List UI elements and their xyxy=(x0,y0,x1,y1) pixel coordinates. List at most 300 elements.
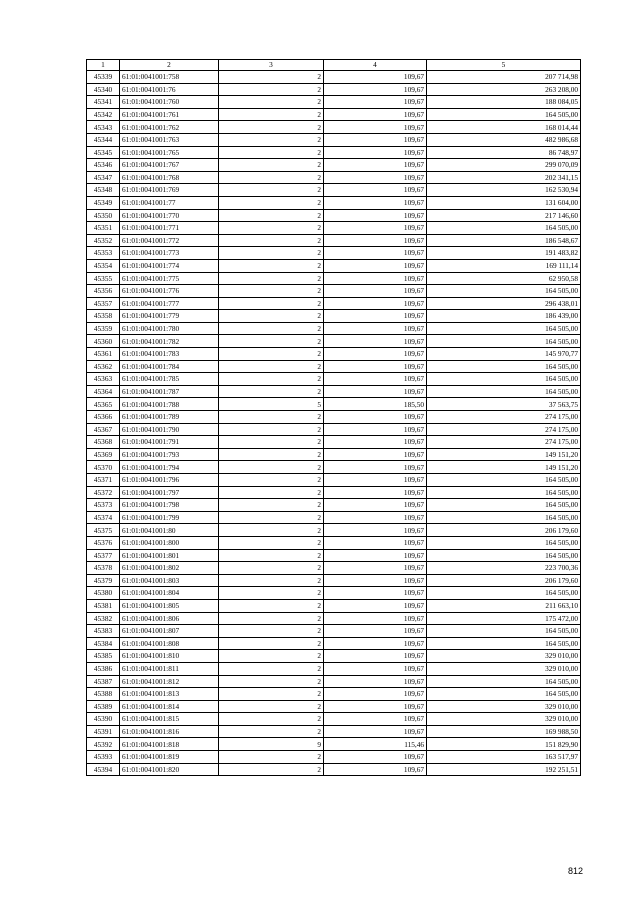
area-cell: 109,67 xyxy=(324,184,427,197)
area-cell: 109,67 xyxy=(324,234,427,247)
area-cell: 109,67 xyxy=(324,562,427,575)
area-cell: 185,50 xyxy=(324,398,427,411)
cadastral-number-cell: 61:01:0041001:758 xyxy=(120,71,219,84)
row-number-cell: 45352 xyxy=(87,234,120,247)
cadastral-number-cell: 61:01:0041001:808 xyxy=(120,637,219,650)
table-row xyxy=(87,209,581,222)
value-cell: 131 604,00 xyxy=(427,196,581,209)
area-cell: 109,67 xyxy=(324,222,427,235)
row-number-cell: 45347 xyxy=(87,171,120,184)
count-cell: 2 xyxy=(219,335,324,348)
count-cell: 2 xyxy=(219,184,324,197)
table-row xyxy=(87,411,581,424)
area-cell: 109,67 xyxy=(324,322,427,335)
area-cell: 109,67 xyxy=(324,486,427,499)
cadastral-number-cell: 61:01:0041001:775 xyxy=(120,272,219,285)
count-cell: 2 xyxy=(219,272,324,285)
table-row xyxy=(87,133,581,146)
value-cell: 164 505,00 xyxy=(427,108,581,121)
value-cell: 86 748,97 xyxy=(427,146,581,159)
row-number-cell: 45357 xyxy=(87,297,120,310)
area-cell: 109,67 xyxy=(324,700,427,713)
table-row xyxy=(87,285,581,298)
table-row xyxy=(87,159,581,172)
count-cell: 2 xyxy=(219,322,324,335)
page-number: 812 xyxy=(567,866,583,876)
count-cell: 2 xyxy=(219,247,324,260)
table-row xyxy=(87,725,581,738)
area-cell: 109,67 xyxy=(324,599,427,612)
count-cell: 2 xyxy=(219,499,324,512)
row-number-cell: 45385 xyxy=(87,650,120,663)
count-cell: 2 xyxy=(219,725,324,738)
area-cell: 115,46 xyxy=(324,738,427,751)
cadastral-number-cell: 61:01:0041001:807 xyxy=(120,625,219,638)
row-number-cell: 45375 xyxy=(87,524,120,537)
cadastral-number-cell: 61:01:0041001:773 xyxy=(120,247,219,260)
count-cell: 2 xyxy=(219,285,324,298)
count-cell: 2 xyxy=(219,763,324,776)
row-number-cell: 45379 xyxy=(87,574,120,587)
cadastral-number-cell: 61:01:0041001:80 xyxy=(120,524,219,537)
area-cell: 109,67 xyxy=(324,335,427,348)
table-row xyxy=(87,272,581,285)
count-cell: 2 xyxy=(219,373,324,386)
cadastral-number-cell: 61:01:0041001:801 xyxy=(120,549,219,562)
column-header-4: 4 xyxy=(324,60,427,71)
count-cell: 2 xyxy=(219,448,324,461)
cadastral-number-cell: 61:01:0041001:814 xyxy=(120,700,219,713)
row-number-cell: 45371 xyxy=(87,474,120,487)
table-body xyxy=(87,71,581,776)
area-cell: 109,67 xyxy=(324,751,427,764)
table-row xyxy=(87,751,581,764)
value-cell: 62 950,58 xyxy=(427,272,581,285)
row-number-cell: 45381 xyxy=(87,599,120,612)
count-cell: 2 xyxy=(219,108,324,121)
area-cell: 109,67 xyxy=(324,121,427,134)
cadastral-number-cell: 61:01:0041001:804 xyxy=(120,587,219,600)
value-cell: 164 505,00 xyxy=(427,499,581,512)
count-cell: 2 xyxy=(219,171,324,184)
value-cell: 223 700,36 xyxy=(427,562,581,575)
row-number-cell: 45344 xyxy=(87,133,120,146)
cadastral-number-cell: 61:01:0041001:760 xyxy=(120,96,219,109)
table-row xyxy=(87,474,581,487)
table-row xyxy=(87,511,581,524)
value-cell: 217 146,60 xyxy=(427,209,581,222)
table-row xyxy=(87,360,581,373)
cadastral-number-cell: 61:01:0041001:772 xyxy=(120,234,219,247)
area-cell: 109,67 xyxy=(324,574,427,587)
count-cell: 2 xyxy=(219,348,324,361)
area-cell: 109,67 xyxy=(324,108,427,121)
count-cell: 2 xyxy=(219,486,324,499)
cadastral-number-cell: 61:01:0041001:810 xyxy=(120,650,219,663)
count-cell: 2 xyxy=(219,209,324,222)
value-cell: 164 505,00 xyxy=(427,688,581,701)
row-number-cell: 45386 xyxy=(87,662,120,675)
area-cell: 109,67 xyxy=(324,675,427,688)
count-cell: 2 xyxy=(219,385,324,398)
value-cell: 299 070,09 xyxy=(427,159,581,172)
value-cell: 164 505,00 xyxy=(427,285,581,298)
table-row xyxy=(87,524,581,537)
count-cell: 2 xyxy=(219,360,324,373)
row-number-cell: 45387 xyxy=(87,675,120,688)
value-cell: 329 010,00 xyxy=(427,650,581,663)
table-row xyxy=(87,385,581,398)
table-row xyxy=(87,247,581,260)
row-number-cell: 45346 xyxy=(87,159,120,172)
count-cell: 2 xyxy=(219,612,324,625)
value-cell: 274 175,00 xyxy=(427,436,581,449)
column-header-2: 2 xyxy=(120,60,219,71)
value-cell: 164 505,00 xyxy=(427,549,581,562)
row-number-cell: 45342 xyxy=(87,108,120,121)
table-row xyxy=(87,599,581,612)
table-row xyxy=(87,650,581,663)
value-cell: 164 505,00 xyxy=(427,360,581,373)
area-cell: 109,67 xyxy=(324,297,427,310)
value-cell: 169 988,50 xyxy=(427,725,581,738)
value-cell: 263 208,00 xyxy=(427,83,581,96)
count-cell: 2 xyxy=(219,675,324,688)
cadastral-number-cell: 61:01:0041001:77 xyxy=(120,196,219,209)
cadastral-number-cell: 61:01:0041001:774 xyxy=(120,259,219,272)
area-cell: 109,67 xyxy=(324,650,427,663)
area-cell: 109,67 xyxy=(324,272,427,285)
row-number-cell: 45391 xyxy=(87,725,120,738)
value-cell: 168 014,44 xyxy=(427,121,581,134)
value-cell: 149 151,20 xyxy=(427,461,581,474)
area-cell: 109,67 xyxy=(324,133,427,146)
area-cell: 109,67 xyxy=(324,411,427,424)
cadastral-number-cell: 61:01:0041001:76 xyxy=(120,83,219,96)
row-number-cell: 45356 xyxy=(87,285,120,298)
cadastral-number-cell: 61:01:0041001:806 xyxy=(120,612,219,625)
value-cell: 274 175,00 xyxy=(427,423,581,436)
table-row xyxy=(87,499,581,512)
table-row xyxy=(87,637,581,650)
count-cell: 2 xyxy=(219,310,324,323)
cadastral-number-cell: 61:01:0041001:815 xyxy=(120,713,219,726)
count-cell: 2 xyxy=(219,234,324,247)
area-cell: 109,67 xyxy=(324,247,427,260)
cadastral-number-cell: 61:01:0041001:803 xyxy=(120,574,219,587)
row-number-cell: 45388 xyxy=(87,688,120,701)
value-cell: 191 483,82 xyxy=(427,247,581,260)
count-cell: 2 xyxy=(219,599,324,612)
area-cell: 109,67 xyxy=(324,285,427,298)
value-cell: 164 505,00 xyxy=(427,511,581,524)
count-cell: 2 xyxy=(219,222,324,235)
cadastral-number-cell: 61:01:0041001:785 xyxy=(120,373,219,386)
cadastral-number-cell: 61:01:0041001:791 xyxy=(120,436,219,449)
value-cell: 206 179,60 xyxy=(427,524,581,537)
area-cell: 109,67 xyxy=(324,499,427,512)
area-cell: 109,67 xyxy=(324,96,427,109)
cadastral-number-cell: 61:01:0041001:767 xyxy=(120,159,219,172)
value-cell: 207 714,98 xyxy=(427,71,581,84)
table-header xyxy=(87,60,581,71)
area-cell: 109,67 xyxy=(324,587,427,600)
table-row xyxy=(87,662,581,675)
cadastral-number-cell: 61:01:0041001:789 xyxy=(120,411,219,424)
cadastral-number-cell: 61:01:0041001:802 xyxy=(120,562,219,575)
row-number-cell: 45353 xyxy=(87,247,120,260)
cadastral-number-cell: 61:01:0041001:783 xyxy=(120,348,219,361)
row-number-cell: 45367 xyxy=(87,423,120,436)
cadastral-number-cell: 61:01:0041001:777 xyxy=(120,297,219,310)
table-row xyxy=(87,373,581,386)
cadastral-number-cell: 61:01:0041001:762 xyxy=(120,121,219,134)
count-cell: 2 xyxy=(219,637,324,650)
cadastral-number-cell: 61:01:0041001:797 xyxy=(120,486,219,499)
cadastral-number-cell: 61:01:0041001:816 xyxy=(120,725,219,738)
count-cell: 2 xyxy=(219,297,324,310)
cadastral-number-cell: 61:01:0041001:761 xyxy=(120,108,219,121)
value-cell: 164 505,00 xyxy=(427,625,581,638)
value-cell: 192 251,51 xyxy=(427,763,581,776)
cadastral-number-cell: 61:01:0041001:787 xyxy=(120,385,219,398)
count-cell: 2 xyxy=(219,121,324,134)
row-number-cell: 45354 xyxy=(87,259,120,272)
value-cell: 175 472,00 xyxy=(427,612,581,625)
row-number-cell: 45372 xyxy=(87,486,120,499)
area-cell: 109,67 xyxy=(324,423,427,436)
table-row xyxy=(87,461,581,474)
row-number-cell: 45383 xyxy=(87,625,120,638)
cadastral-number-cell: 61:01:0041001:768 xyxy=(120,171,219,184)
area-cell: 109,67 xyxy=(324,360,427,373)
table-row xyxy=(87,486,581,499)
cadastral-number-cell: 61:01:0041001:780 xyxy=(120,322,219,335)
area-cell: 109,67 xyxy=(324,209,427,222)
area-cell: 109,67 xyxy=(324,310,427,323)
registry-table xyxy=(86,59,581,776)
table-row xyxy=(87,536,581,549)
table-row xyxy=(87,184,581,197)
cadastral-number-cell: 61:01:0041001:818 xyxy=(120,738,219,751)
row-number-cell: 45341 xyxy=(87,96,120,109)
table-row xyxy=(87,688,581,701)
row-number-cell: 45384 xyxy=(87,637,120,650)
count-cell: 2 xyxy=(219,461,324,474)
table-row xyxy=(87,625,581,638)
count-cell: 2 xyxy=(219,436,324,449)
cadastral-number-cell: 61:01:0041001:811 xyxy=(120,662,219,675)
row-number-cell: 45360 xyxy=(87,335,120,348)
cadastral-number-cell: 61:01:0041001:800 xyxy=(120,536,219,549)
value-cell: 211 663,10 xyxy=(427,599,581,612)
table-row xyxy=(87,574,581,587)
count-cell: 2 xyxy=(219,688,324,701)
table-row xyxy=(87,587,581,600)
table-row xyxy=(87,713,581,726)
table-row xyxy=(87,146,581,159)
cadastral-number-cell: 61:01:0041001:798 xyxy=(120,499,219,512)
cadastral-number-cell: 61:01:0041001:812 xyxy=(120,675,219,688)
count-cell: 2 xyxy=(219,83,324,96)
value-cell: 296 438,01 xyxy=(427,297,581,310)
row-number-cell: 45343 xyxy=(87,121,120,134)
area-cell: 109,67 xyxy=(324,725,427,738)
count-cell: 2 xyxy=(219,549,324,562)
count-cell: 2 xyxy=(219,511,324,524)
row-number-cell: 45392 xyxy=(87,738,120,751)
row-number-cell: 45390 xyxy=(87,713,120,726)
table-row xyxy=(87,448,581,461)
table-row xyxy=(87,96,581,109)
value-cell: 151 829,90 xyxy=(427,738,581,751)
value-cell: 164 505,00 xyxy=(427,335,581,348)
cadastral-number-cell: 61:01:0041001:769 xyxy=(120,184,219,197)
row-number-cell: 45364 xyxy=(87,385,120,398)
cadastral-number-cell: 61:01:0041001:763 xyxy=(120,133,219,146)
row-number-cell: 45394 xyxy=(87,763,120,776)
row-number-cell: 45380 xyxy=(87,587,120,600)
table-row xyxy=(87,549,581,562)
cadastral-number-cell: 61:01:0041001:770 xyxy=(120,209,219,222)
table-row xyxy=(87,83,581,96)
row-number-cell: 45377 xyxy=(87,549,120,562)
area-cell: 109,67 xyxy=(324,159,427,172)
area-cell: 109,67 xyxy=(324,448,427,461)
area-cell: 109,67 xyxy=(324,625,427,638)
cadastral-number-cell: 61:01:0041001:820 xyxy=(120,763,219,776)
row-number-cell: 45361 xyxy=(87,348,120,361)
cadastral-number-cell: 61:01:0041001:788 xyxy=(120,398,219,411)
count-cell: 2 xyxy=(219,587,324,600)
area-cell: 109,67 xyxy=(324,146,427,159)
value-cell: 329 010,00 xyxy=(427,662,581,675)
value-cell: 164 505,00 xyxy=(427,486,581,499)
area-cell: 109,67 xyxy=(324,71,427,84)
cadastral-number-cell: 61:01:0041001:790 xyxy=(120,423,219,436)
row-number-cell: 45345 xyxy=(87,146,120,159)
row-number-cell: 45369 xyxy=(87,448,120,461)
value-cell: 149 151,20 xyxy=(427,448,581,461)
table-row xyxy=(87,121,581,134)
row-number-cell: 45365 xyxy=(87,398,120,411)
row-number-cell: 45373 xyxy=(87,499,120,512)
area-cell: 109,67 xyxy=(324,171,427,184)
area-cell: 109,67 xyxy=(324,713,427,726)
value-cell: 329 010,00 xyxy=(427,713,581,726)
row-number-cell: 45358 xyxy=(87,310,120,323)
row-number-cell: 45339 xyxy=(87,71,120,84)
area-cell: 109,67 xyxy=(324,373,427,386)
cadastral-number-cell: 61:01:0041001:779 xyxy=(120,310,219,323)
cadastral-number-cell: 61:01:0041001:776 xyxy=(120,285,219,298)
value-cell: 482 986,68 xyxy=(427,133,581,146)
cadastral-number-cell: 61:01:0041001:805 xyxy=(120,599,219,612)
table-row xyxy=(87,436,581,449)
row-number-cell: 45378 xyxy=(87,562,120,575)
value-cell: 274 175,00 xyxy=(427,411,581,424)
area-cell: 109,67 xyxy=(324,348,427,361)
table-row xyxy=(87,700,581,713)
count-cell: 2 xyxy=(219,411,324,424)
table-row xyxy=(87,196,581,209)
value-cell: 164 505,00 xyxy=(427,675,581,688)
area-cell: 109,67 xyxy=(324,511,427,524)
value-cell: 164 505,00 xyxy=(427,385,581,398)
row-number-cell: 45348 xyxy=(87,184,120,197)
value-cell: 206 179,60 xyxy=(427,574,581,587)
row-number-cell: 45389 xyxy=(87,700,120,713)
table-row xyxy=(87,108,581,121)
table-row xyxy=(87,738,581,751)
row-number-cell: 45370 xyxy=(87,461,120,474)
count-cell: 2 xyxy=(219,259,324,272)
table-row xyxy=(87,71,581,84)
cadastral-number-cell: 61:01:0041001:782 xyxy=(120,335,219,348)
count-cell: 2 xyxy=(219,536,324,549)
value-cell: 37 563,75 xyxy=(427,398,581,411)
cadastral-number-cell: 61:01:0041001:819 xyxy=(120,751,219,764)
area-cell: 109,67 xyxy=(324,637,427,650)
count-cell: 2 xyxy=(219,71,324,84)
cadastral-number-cell: 61:01:0041001:796 xyxy=(120,474,219,487)
area-cell: 109,67 xyxy=(324,662,427,675)
cadastral-number-cell: 61:01:0041001:771 xyxy=(120,222,219,235)
table-row xyxy=(87,675,581,688)
row-number-cell: 45374 xyxy=(87,511,120,524)
cadastral-number-cell: 61:01:0041001:813 xyxy=(120,688,219,701)
area-cell: 109,67 xyxy=(324,259,427,272)
count-cell: 2 xyxy=(219,574,324,587)
count-cell: 2 xyxy=(219,474,324,487)
value-cell: 329 010,00 xyxy=(427,700,581,713)
value-cell: 164 505,00 xyxy=(427,637,581,650)
area-cell: 109,67 xyxy=(324,763,427,776)
area-cell: 109,67 xyxy=(324,549,427,562)
area-cell: 109,67 xyxy=(324,524,427,537)
row-number-cell: 45350 xyxy=(87,209,120,222)
count-cell: 2 xyxy=(219,524,324,537)
value-cell: 164 505,00 xyxy=(427,474,581,487)
value-cell: 186 439,00 xyxy=(427,310,581,323)
cadastral-number-cell: 61:01:0041001:784 xyxy=(120,360,219,373)
count-cell: 2 xyxy=(219,196,324,209)
count-cell: 2 xyxy=(219,713,324,726)
cadastral-number-cell: 61:01:0041001:765 xyxy=(120,146,219,159)
row-number-cell: 45355 xyxy=(87,272,120,285)
row-number-cell: 45340 xyxy=(87,83,120,96)
table-row xyxy=(87,259,581,272)
count-cell: 2 xyxy=(219,751,324,764)
cadastral-number-cell: 61:01:0041001:794 xyxy=(120,461,219,474)
area-cell: 109,67 xyxy=(324,461,427,474)
table-row xyxy=(87,297,581,310)
table-row xyxy=(87,234,581,247)
value-cell: 188 084,05 xyxy=(427,96,581,109)
row-number-cell: 45366 xyxy=(87,411,120,424)
area-cell: 109,67 xyxy=(324,612,427,625)
area-cell: 109,67 xyxy=(324,196,427,209)
value-cell: 186 548,67 xyxy=(427,234,581,247)
count-cell: 2 xyxy=(219,96,324,109)
table-row xyxy=(87,763,581,776)
value-cell: 162 530,94 xyxy=(427,184,581,197)
column-header-5: 5 xyxy=(427,60,581,71)
count-cell: 2 xyxy=(219,650,324,663)
value-cell: 164 505,00 xyxy=(427,587,581,600)
row-number-cell: 45376 xyxy=(87,536,120,549)
area-cell: 109,67 xyxy=(324,436,427,449)
